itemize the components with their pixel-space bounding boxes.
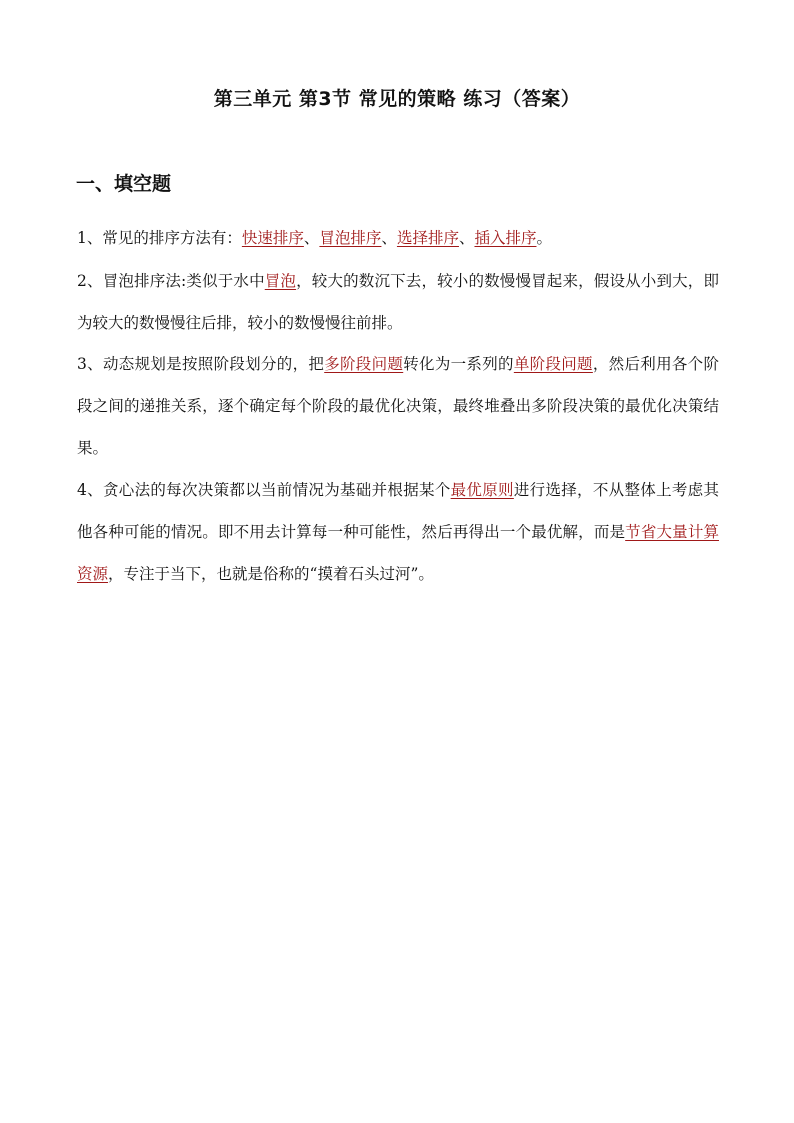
answer-insertion-sort: 插入排序 bbox=[474, 228, 537, 247]
question-1 bbox=[77, 217, 719, 259]
answer-selection-sort: 选择排序 bbox=[396, 228, 459, 247]
answer-bubble: 冒泡 bbox=[264, 271, 297, 290]
answer-bubble-sort: 冒泡排序 bbox=[319, 228, 382, 247]
question-3-middle: 转化为一系列的 bbox=[403, 354, 514, 373]
answer-save-compute-resources: 节省大量计算资源 bbox=[77, 522, 719, 583]
question-3 bbox=[77, 343, 719, 469]
answer-multi-stage-problem: 多阶段问题 bbox=[324, 354, 404, 373]
separator: 、 bbox=[458, 228, 475, 247]
question-3-text: 3、动态规划是按照阶段划分的，把 bbox=[77, 354, 325, 373]
question-3-rest: ，然后利用各个阶段之间的递推关系，逐个确定每个阶段的最优化决策，最终堆叠出多阶段决策的最优化决策结果。 bbox=[77, 354, 719, 457]
question-1-end: 。 bbox=[536, 228, 552, 247]
answer-optimal-principle: 最优原则 bbox=[450, 480, 514, 499]
answer-quick-sort: 快速排序 bbox=[241, 228, 304, 247]
answer-single-stage-problem: 单阶段问题 bbox=[513, 354, 593, 373]
question-4 bbox=[77, 469, 719, 595]
page-title: 第三单元 第3节 常见的策略 练习（答案） bbox=[213, 88, 581, 110]
question-2-rest: ，较大的数沉下去，较小的数慢慢冒起来，假设从小到大，即为较大的数慢慢往后排，较小的数慢慢往前排。 bbox=[77, 271, 719, 332]
question-4-text: 4、贪心法的每次决策都以当前情况为基础并根据某个 bbox=[77, 480, 451, 499]
question-2-text: 2、冒泡排序法:类似于水中 bbox=[77, 271, 265, 290]
question-1-text: 1、常见的排序方法有： bbox=[77, 228, 242, 247]
question-4-middle: 进行选择，不从整体上考虑其他各种可能的情况。即不用去计算每一种可能性，然后再得出一个最优解，而是 bbox=[77, 480, 719, 541]
separator: 、 bbox=[303, 228, 320, 247]
question-2 bbox=[77, 260, 719, 344]
section-heading: 一、填空题 bbox=[76, 173, 172, 195]
question-4-rest: ，专注于当下，也就是俗称的“摸着石头过河”。 bbox=[108, 564, 434, 583]
separator: 、 bbox=[381, 228, 397, 247]
